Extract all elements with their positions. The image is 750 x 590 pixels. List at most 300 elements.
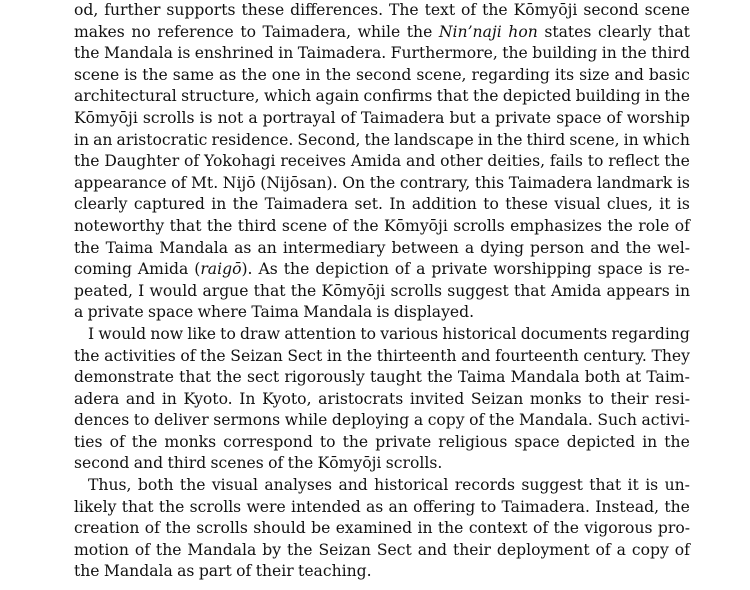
word: of — [268, 454, 284, 473]
word: deploying — [331, 411, 410, 430]
word: the — [427, 368, 453, 387]
word: in — [674, 281, 690, 300]
word: residence. — [211, 130, 294, 149]
word: sermons — [213, 411, 281, 430]
word: is — [199, 108, 213, 127]
word: Thus, — [88, 476, 132, 495]
word: Mandala — [103, 562, 173, 581]
word: third — [651, 44, 690, 63]
word: third — [167, 454, 207, 473]
word: Nijō — [222, 173, 256, 192]
word: the — [664, 432, 690, 451]
word: creation — [74, 519, 140, 538]
word: regarding — [611, 324, 690, 343]
word: the — [664, 87, 690, 106]
word: suggest — [521, 476, 583, 495]
word: draw — [240, 324, 281, 343]
word: scene — [281, 216, 328, 235]
word: scene — [644, 1, 690, 19]
word: displayed. — [393, 303, 475, 322]
word: and — [590, 238, 620, 257]
word: size — [579, 65, 610, 84]
word: the — [437, 519, 464, 538]
word: differences. — [290, 1, 384, 19]
word: it — [659, 195, 671, 214]
word: the — [496, 130, 523, 149]
word: now — [150, 324, 184, 343]
word: an — [93, 130, 113, 149]
word: Amida — [137, 260, 189, 279]
word: not — [217, 108, 244, 127]
word: The — [388, 1, 419, 19]
word: be — [311, 519, 331, 538]
word: various — [380, 324, 439, 343]
word: their — [610, 389, 649, 408]
word: reference — [157, 22, 234, 41]
word: As — [258, 260, 278, 279]
word: landscape — [394, 130, 474, 149]
word: the — [553, 519, 580, 538]
word: clearly — [74, 195, 128, 214]
word: likely — [74, 497, 117, 516]
word: as — [365, 497, 384, 516]
paragraph — [74, 324, 690, 475]
word: They — [651, 346, 690, 365]
word: coming — [74, 260, 132, 279]
word: Taimadera, — [262, 22, 352, 41]
word: Taim- — [646, 368, 690, 387]
word: the — [200, 346, 226, 365]
text-line — [74, 216, 690, 238]
word: the — [283, 260, 310, 279]
word: and — [338, 476, 368, 495]
word: third — [237, 216, 277, 235]
word: private — [375, 432, 432, 451]
word: and — [417, 540, 448, 559]
word: as — [234, 238, 252, 257]
word: in — [211, 195, 227, 214]
word: both — [137, 476, 174, 495]
word: portrayal — [262, 108, 336, 127]
word: teaching. — [298, 562, 372, 581]
word: wel- — [657, 238, 690, 257]
word: scrolls — [453, 216, 505, 235]
word: addition — [411, 195, 477, 214]
word: context — [468, 519, 528, 538]
word: On — [342, 173, 366, 192]
text-line — [74, 22, 690, 44]
text-line — [74, 281, 690, 303]
word: further — [104, 1, 161, 19]
text-line — [74, 86, 690, 108]
word: were — [246, 497, 286, 516]
word: enshrined — [194, 44, 274, 63]
word: Taimadera — [360, 108, 445, 127]
word: records — [454, 476, 515, 495]
word: Taima — [105, 238, 154, 257]
word: the — [406, 22, 433, 41]
word: aristocratic — [116, 130, 208, 149]
word: the — [179, 476, 206, 495]
word: the — [625, 238, 652, 257]
word: worshipping — [493, 260, 592, 279]
word: and — [406, 152, 436, 171]
word: in — [645, 87, 661, 106]
word: Taimadera. — [501, 497, 590, 516]
word: text — [424, 1, 456, 19]
word: architectural — [74, 87, 177, 106]
word: building — [532, 44, 598, 63]
word: Yokohagi — [204, 152, 276, 171]
word: would — [98, 324, 147, 343]
word: to — [480, 497, 497, 516]
word: pro- — [657, 519, 690, 538]
word: scrolls. — [385, 454, 443, 473]
word: of — [394, 260, 411, 279]
word: of — [461, 1, 477, 19]
word: in — [601, 44, 617, 63]
word: that — [436, 87, 469, 106]
word: argue — [202, 281, 249, 300]
word: monks — [164, 432, 217, 451]
word: is — [124, 65, 138, 84]
word: and — [461, 346, 491, 365]
word: the — [290, 281, 317, 300]
word: intended — [290, 497, 361, 516]
word: to — [483, 195, 499, 214]
word: a — [74, 303, 84, 322]
word: contrary, — [399, 173, 471, 192]
word: the — [607, 216, 633, 235]
word: clearly — [598, 22, 652, 41]
word: the — [488, 411, 515, 430]
word: the — [241, 65, 267, 84]
word: that — [253, 281, 286, 300]
word: private — [87, 303, 144, 322]
word: scrolls — [390, 281, 443, 300]
word: these — [505, 195, 549, 214]
word: attention — [284, 324, 357, 343]
word: depicted — [502, 87, 572, 106]
word: the — [74, 152, 100, 171]
word: Amida — [350, 152, 402, 171]
word: basic — [648, 65, 690, 84]
word: the — [216, 368, 242, 387]
word: these — [241, 1, 285, 19]
word: appears — [606, 281, 670, 300]
word: the — [142, 65, 168, 84]
word: that — [169, 216, 202, 235]
word: landmark — [596, 173, 673, 192]
word: in — [326, 346, 342, 365]
word: to — [319, 432, 336, 451]
word: a — [464, 238, 475, 257]
text-line — [74, 173, 690, 195]
word: should — [253, 519, 306, 538]
word: depiction — [315, 260, 389, 279]
word: Sect — [287, 346, 323, 365]
word: the — [353, 216, 379, 235]
word: demonstrate — [74, 368, 174, 387]
word: this — [474, 173, 505, 192]
word: the — [165, 519, 191, 538]
word: set. — [354, 195, 383, 214]
document-body — [74, 0, 690, 583]
word: od, — [74, 1, 99, 19]
word: that — [121, 497, 154, 516]
word: while — [357, 22, 401, 41]
word: the — [664, 497, 690, 516]
word: resi- — [655, 389, 690, 408]
word: the — [325, 65, 351, 84]
word: the — [74, 238, 100, 257]
word: documents — [520, 324, 608, 343]
word: in — [417, 519, 433, 538]
text-line — [74, 43, 690, 65]
word: is — [177, 44, 191, 63]
word: between — [391, 238, 459, 257]
word: of — [180, 346, 196, 365]
word: captured — [133, 195, 205, 214]
word: invited — [409, 389, 465, 408]
word: of — [674, 540, 690, 559]
word: and — [133, 454, 164, 473]
word: confirms — [363, 87, 433, 106]
word: (raigō). — [194, 260, 253, 279]
word: monks — [529, 389, 582, 408]
word: of — [109, 432, 125, 451]
text-line — [74, 561, 690, 583]
word: in — [477, 130, 493, 149]
word: is — [676, 173, 690, 192]
word: a — [248, 108, 258, 127]
word: second — [583, 1, 639, 19]
word: Mandala — [303, 303, 373, 322]
word: building — [575, 87, 641, 106]
word: no — [131, 22, 151, 41]
word: Seizan — [470, 389, 524, 408]
text-line — [74, 130, 690, 152]
word: Such — [597, 411, 637, 430]
paragraph — [74, 475, 690, 583]
word: Kōmyōji — [321, 281, 386, 300]
word: to — [587, 152, 604, 171]
word: one — [271, 65, 301, 84]
word: by — [262, 540, 282, 559]
word: to — [133, 411, 150, 430]
word: reflect — [608, 152, 660, 171]
word: deployment — [496, 540, 590, 559]
word: that — [589, 476, 622, 495]
word: to — [240, 22, 256, 41]
word: is — [645, 476, 659, 495]
word: at — [625, 368, 642, 387]
word: the — [286, 540, 313, 559]
text-line — [74, 367, 690, 389]
word: space — [556, 108, 602, 127]
word: to — [220, 324, 236, 343]
text-line — [74, 540, 690, 562]
word: of — [171, 173, 187, 192]
word: the — [364, 130, 391, 149]
word: of — [134, 540, 150, 559]
word: the — [482, 1, 508, 19]
word: vigorous — [584, 519, 653, 538]
word: Kōmyōji — [317, 454, 382, 473]
word: a — [416, 260, 426, 279]
word: taught — [370, 368, 422, 387]
word: Furthermore, — [390, 44, 498, 63]
word: fails — [549, 152, 583, 171]
word: its — [554, 65, 575, 84]
word: activi- — [641, 411, 690, 430]
word: the — [206, 216, 233, 235]
word: intermediary — [282, 238, 386, 257]
word: the — [74, 44, 100, 63]
word: the — [131, 432, 158, 451]
word: an — [257, 238, 277, 257]
word: analyses — [264, 476, 333, 495]
word: structure, — [181, 87, 260, 106]
word: role — [638, 216, 670, 235]
word: of — [674, 216, 690, 235]
word: adera — [74, 389, 120, 408]
word: hon — [508, 22, 538, 41]
word: Taima — [251, 303, 299, 322]
word: Mandala — [187, 540, 257, 559]
word: Sect — [376, 540, 412, 559]
word: space — [597, 260, 643, 279]
text-line — [74, 410, 690, 432]
word: that — [658, 22, 690, 41]
word: Mandala. — [519, 411, 593, 430]
word: in — [278, 44, 294, 63]
word: private — [431, 260, 488, 279]
text-line — [74, 497, 690, 519]
word: In — [389, 195, 406, 214]
word: sect — [246, 368, 280, 387]
word: as — [219, 65, 237, 84]
word: second — [74, 454, 130, 473]
word: religious — [438, 432, 508, 451]
word: of — [340, 108, 356, 127]
word: In — [239, 389, 256, 408]
paragraph — [74, 0, 690, 324]
word: the — [342, 432, 369, 451]
word: regarding — [471, 65, 550, 84]
word: person — [530, 238, 585, 257]
word: and — [125, 389, 156, 408]
word: the — [287, 454, 314, 473]
word: in — [305, 65, 321, 84]
text-line — [74, 346, 690, 368]
word: historical — [374, 476, 449, 495]
word: scene — [74, 65, 120, 84]
word: of — [144, 519, 160, 538]
word: Mandala — [159, 238, 229, 257]
word: correspond — [223, 432, 313, 451]
word: the — [155, 540, 182, 559]
word: activities — [104, 346, 176, 365]
word: like — [187, 324, 216, 343]
word: aristocrats — [318, 389, 404, 408]
word: but — [449, 108, 476, 127]
word: Second, — [297, 130, 361, 149]
word: again — [315, 87, 360, 106]
word: supports — [166, 1, 236, 19]
word: the — [621, 44, 647, 63]
word: scenes — [210, 454, 264, 473]
word: in — [74, 130, 90, 149]
word: visual — [211, 476, 258, 495]
text-line — [74, 0, 690, 22]
word: appearance — [74, 173, 167, 192]
word: copy — [427, 411, 465, 430]
text-line — [74, 324, 690, 346]
word: the — [74, 562, 100, 581]
word: re- — [667, 260, 690, 279]
word: depicted — [566, 432, 636, 451]
word: Mt. — [190, 173, 219, 192]
word: second — [355, 65, 412, 84]
text-line — [74, 475, 690, 497]
word: would — [149, 281, 198, 300]
word: in — [642, 432, 658, 451]
word: scene, — [569, 130, 620, 149]
word: to — [588, 389, 604, 408]
text-line — [74, 238, 690, 260]
word: as — [177, 562, 195, 581]
word: Seizan — [230, 346, 283, 365]
word: in — [161, 389, 177, 408]
word: Taimadera — [508, 173, 593, 192]
word: both — [584, 368, 621, 387]
word: I — [88, 324, 95, 343]
word: rigorously — [284, 368, 365, 387]
word: un- — [664, 476, 690, 495]
word: deities, — [487, 152, 546, 171]
word: clues, — [606, 195, 653, 214]
word: Kyoto. — [183, 389, 233, 408]
word: that — [513, 281, 546, 300]
word: Taimadera — [264, 195, 349, 214]
word: other — [440, 152, 483, 171]
word: which — [264, 87, 312, 106]
word: visual — [554, 195, 601, 214]
word: (Nijōsan). — [260, 173, 338, 192]
word: noteworthy — [74, 216, 165, 235]
word: the — [472, 87, 499, 106]
word: a — [413, 411, 424, 430]
word: Mandala — [104, 44, 173, 63]
word: peated, — [74, 281, 133, 300]
word: Kōmyōji — [74, 108, 138, 127]
word: motion — [74, 540, 129, 559]
word: receives — [280, 152, 347, 171]
word: fourteenth — [495, 346, 579, 365]
word: scrolls — [189, 497, 242, 516]
word: Mandala — [510, 368, 580, 387]
word: the — [158, 497, 185, 516]
word: scene, — [416, 65, 467, 84]
word: it — [627, 476, 639, 495]
word: emphasizes — [510, 216, 602, 235]
text-line — [74, 194, 690, 216]
word: the — [74, 346, 100, 365]
word: part — [198, 562, 232, 581]
word: that — [179, 368, 212, 387]
word: while — [284, 411, 328, 430]
